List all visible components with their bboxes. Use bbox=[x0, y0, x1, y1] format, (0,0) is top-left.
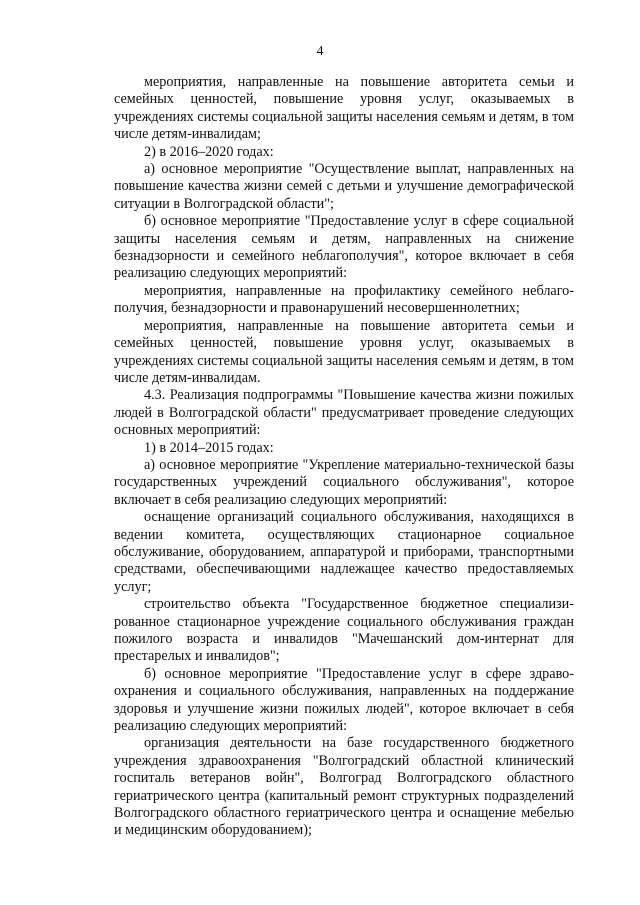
paragraph-period-2016-2020: 2) в 2016–2020 годах: bbox=[144, 143, 274, 160]
page-number: 4 bbox=[316, 44, 324, 59]
paragraph-period-2014-2015: 1) в 2014–2015 годах: bbox=[144, 439, 274, 456]
paragraph-main-measure-material-base: а) основное мероприятие "Укрепление материально-технической базы государственных учреждений социального обслуживания", которое включает в себя реализацию следующих мероприятий: bbox=[114, 456, 574, 508]
paragraph-family-authority-measures: мероприятия, направленные на повышение авторитета семьи и семейных ценностей, повышение уровня услуг, оказываемых в учреждениях системы социальной защиты населения семьям и детям, в том числе детям-инвалидам; bbox=[114, 74, 574, 143]
paragraph-main-measure-health-services: б) основное мероприятие "Предоставление услуг в сфере здравоохранения и социального обслуживания, направленных на поддержание здоровья и улучшение жизни пожилых людей", которое включает в себя реализацию следующих мероприятий: bbox=[114, 665, 574, 735]
paragraph-main-measure-payments: а) основное мероприятие "Осуществление выплат, направленных на повышение качества жизни семей с детьми и улучшение демографической ситуации в Волгоградской области"; bbox=[114, 161, 574, 212]
paragraph-geriatric-center: организация деятельности на базе государственного бюджетного учреждения здравоохранения "Волгоградский областной клинический госпиталь ветеранов войн", Волгоград Волгоградского областного гериатрического центра (капитальный ремонт структурных подразделений Волгоградского областного гериатрического центра и оснащение мебелью и медицинским оборудованием); bbox=[114, 735, 574, 839]
paragraph-family-values-measures: мероприятия, направленные на повышение авторитета семьи и семейных ценностей, повышение уровня услуг, оказываемых в учреждениях системы социальной защиты населения семьям и детям, в том числе детям-инвалидам. bbox=[114, 317, 574, 386]
paragraph-subprogram-elderly: 4.3. Реализация подпрограммы "Повышение качества жизни пожилых людей в Волгоградской области" предусматривает проведение следующих основных мероприятий: bbox=[114, 387, 574, 439]
document-body bbox=[114, 74, 574, 840]
paragraph-prevention-measures: мероприятия, направленные на профилактику семейного неблагополучия, безнадзорности и правонарушений несовершеннолетних; bbox=[114, 282, 574, 317]
paragraph-main-measure-social-protection: б) основное мероприятие "Предоставление услуг в сфере социальной защиты населения семьям и детям, направленных на снижение безнадзорности и семейного неблагополучия", которое включает в себя реализацию следующих мероприятий: bbox=[114, 213, 574, 282]
paragraph-construction-measure: строительство объекта "Государственное бюджетное специализированное стационарное учреждение социального обслуживания граждан пожилого возраста и инвалидов "Мачешанский дом-интернат для престарелых и инвалидов"; bbox=[114, 596, 574, 665]
paragraph-equipment-measures: оснащение организаций социального обслуживания, находящихся в ведении комитета, осуществляющих стационарное социальное обслуживание, оборудованием, аппаратурой и приборами, транспортными средствами, обеспечивающими надлежащее качество предоставляемых услуг; bbox=[114, 509, 574, 595]
